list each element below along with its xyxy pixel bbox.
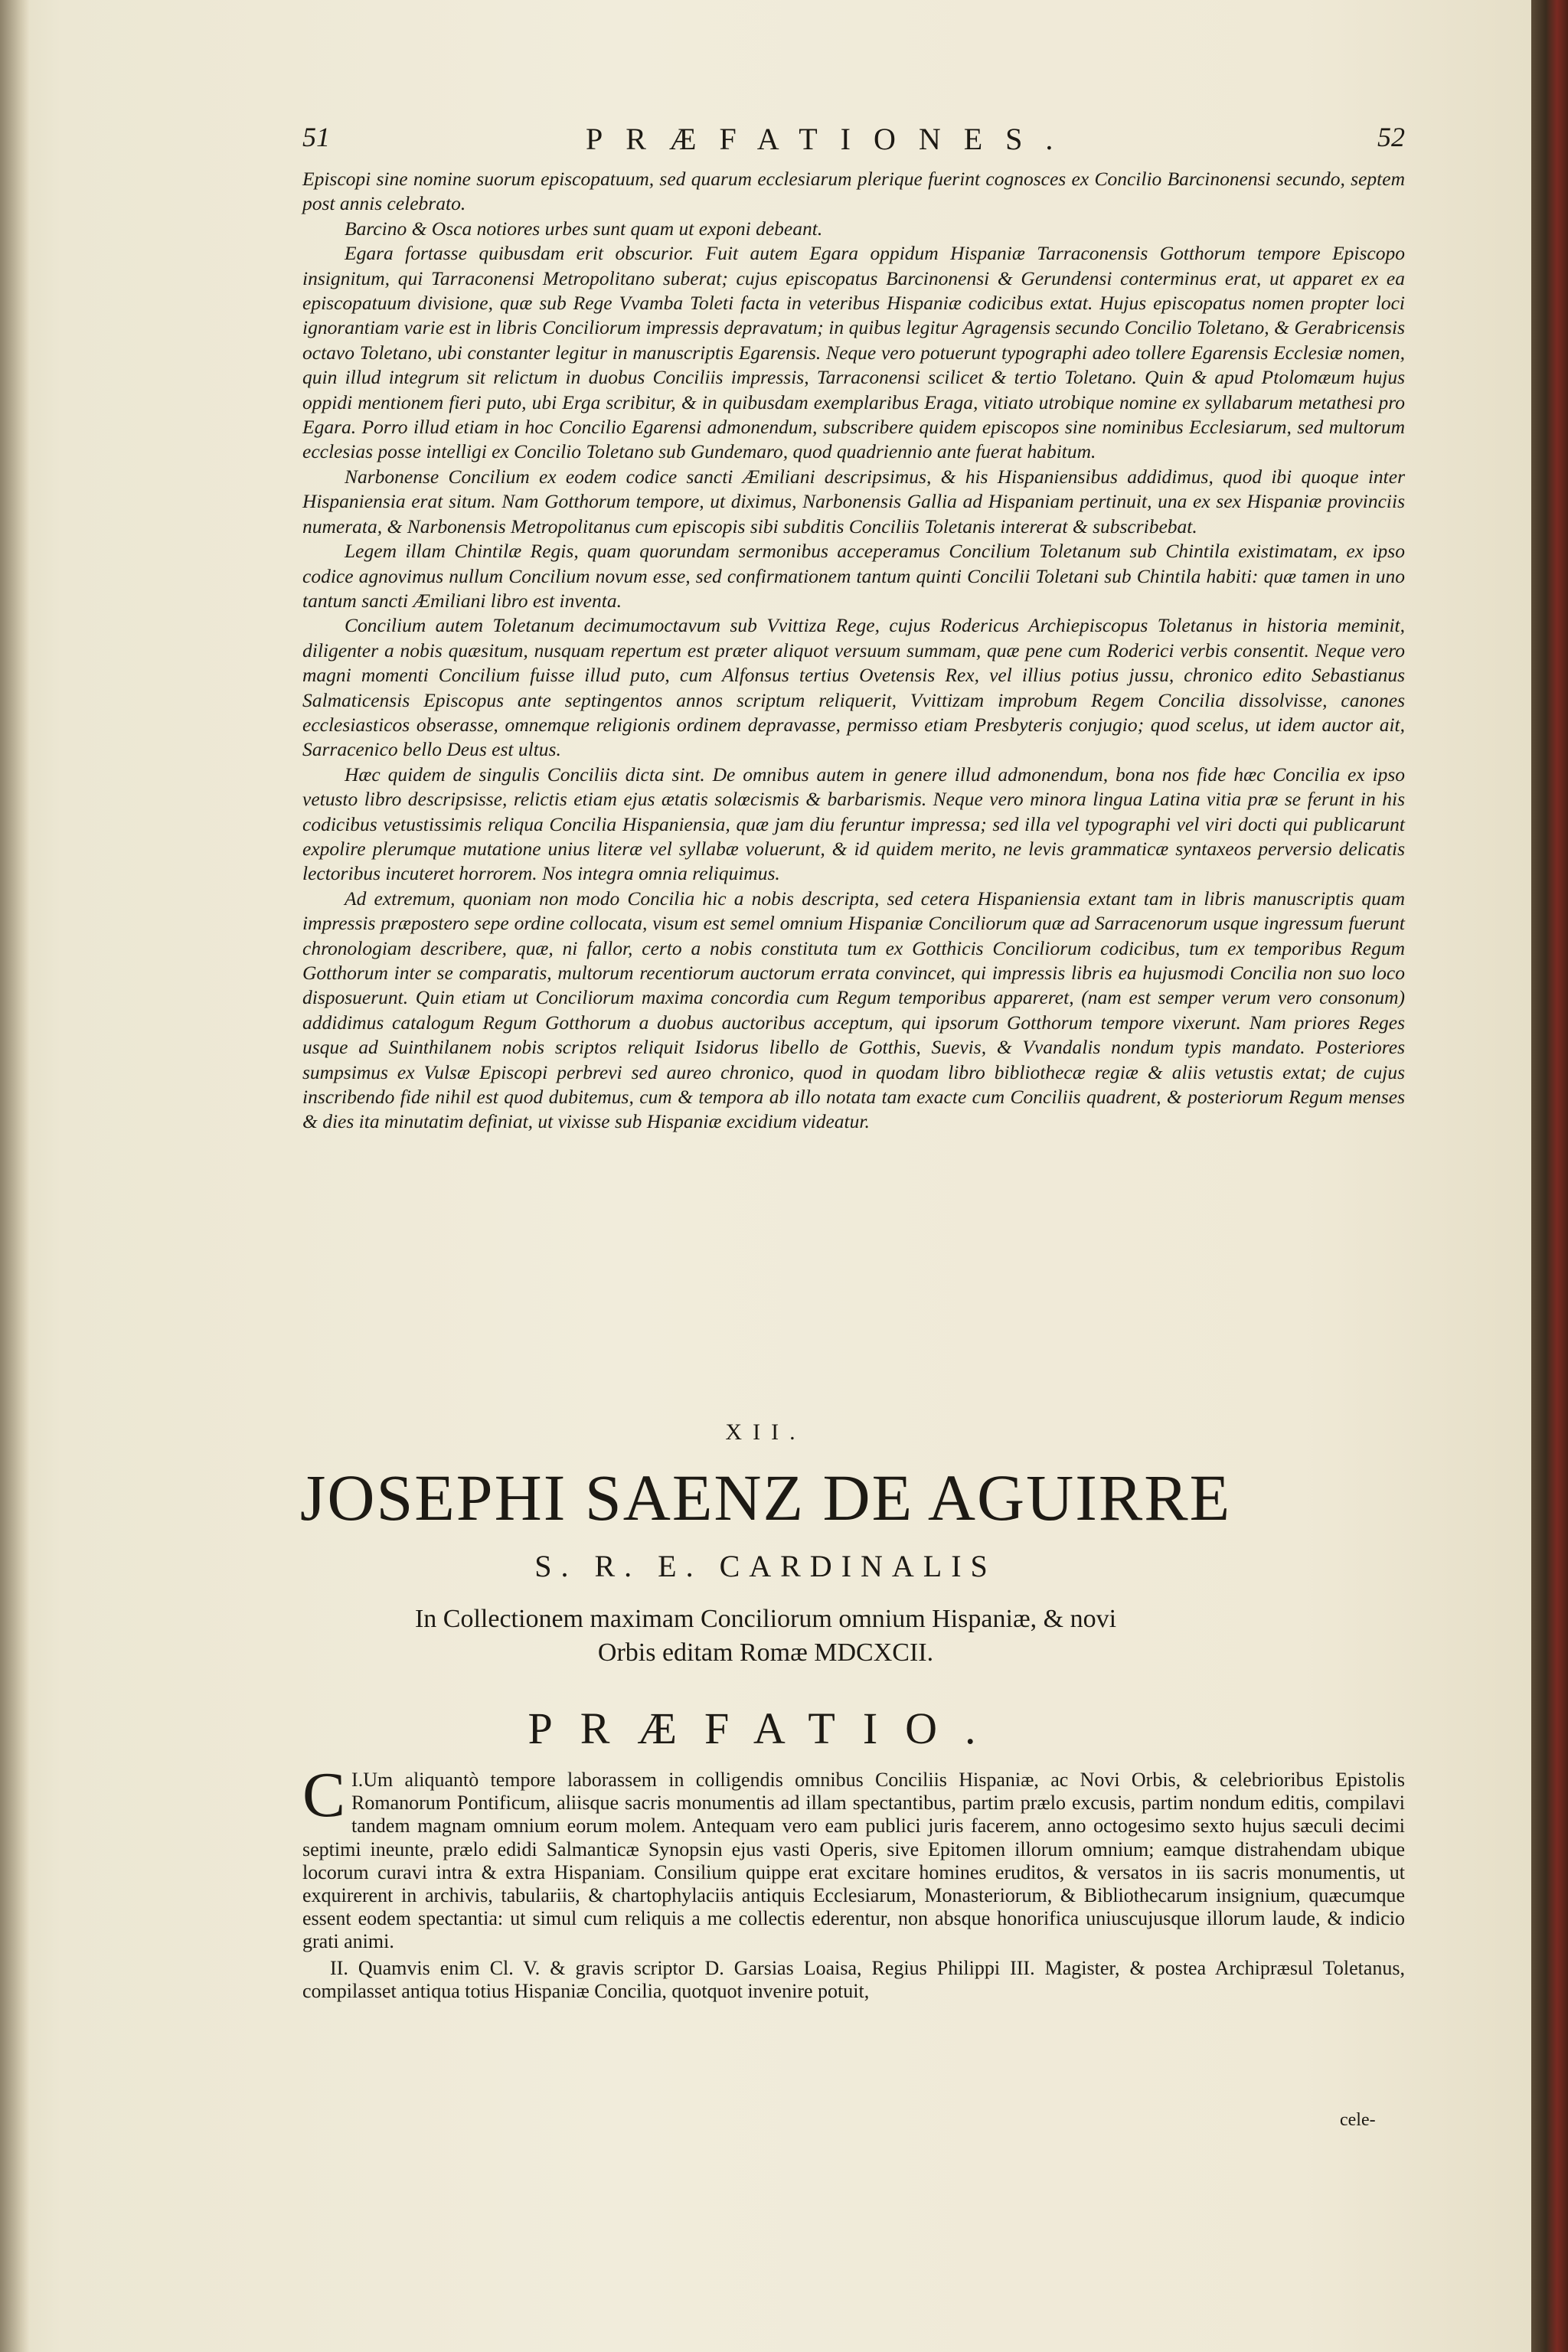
paragraph: Episcopi sine nomine suorum episcopatuum, sed quarum ecclesiarum plerique fuerint cognosces ex Concilio Barcinonensi secundo, septem post annis celebrato. (302, 168, 1405, 215)
book-gutter (0, 0, 29, 2352)
paragraph-number: I. (351, 1769, 364, 1791)
collection-line-1: In Collectionem maximam Conciliorum omnium Hispaniæ, & novi (414, 1605, 1117, 1633)
section-subtitle: S. R. E. CARDINALIS (534, 1549, 997, 1583)
page-number-left: 51 (302, 122, 330, 152)
paragraph-2: II. Quamvis enim Cl. V. & gravis scriptor D. Garsias Loaisa, Regius Philippi III. Magister, & postea Archipræsul Toletanus, compilasset antiqua totius Hispaniæ Concilia, quotquot invenire potuit, (302, 1956, 1405, 2002)
section-number: XII. (725, 1419, 806, 1445)
drop-capital: C (302, 1759, 346, 1831)
collection-line-2: Orbis editam Romæ MDCXCII. (597, 1638, 934, 1667)
paragraph: Hæc quidem de singulis Conciliis dicta sint. De omnibus autem in genere illud admonendum, bona nos fide hæc Concilia ex ipso vetusto libro descripsisse, relictis etiam ejus ætatis solœcismis & barbarismis. Neque vero minora lingua Latina vitia præ se ferunt in his codicibus vetustissimis reliqua Concilia Hispaniensia, quæ jam diu feruntur impressa; sed illa vel typographi vel viri docti qui publicarunt expolire plerumque mutatione unius literæ vel syllabæ voluerunt, & id quidem merito, ne levis grammaticæ syntaxeos perversio delicatis lectoribus incuteret horrorem. Nos integra omnia reliquimus. (302, 763, 1405, 885)
praefatio-heading: PRÆFATIO. (528, 1704, 1004, 1753)
catchword: cele- (1340, 2110, 1376, 2130)
running-title: PRÆFATIONES. (586, 122, 1076, 156)
section-title: JOSEPHI SAENZ DE AGUIRRE (299, 1461, 1232, 1534)
praefatio-body (302, 1759, 1405, 2003)
paragraph: Barcino & Osca notiores urbes sunt quam ut exponi debeant. (345, 217, 823, 240)
paragraph: Legem illam Chintilæ Regis, quam quorundam sermonibus acceperamus Concilium Toletanum sub Chintila existimatam, ex ipso codice agnovimus nullum Concilium novum esse, sed confirmationem tantum quinti Concilii Toletani sub Chintila habiti: quæ tamen in uno tantum sancti Æmiliani libro est inventa. (302, 540, 1405, 612)
book-edge (1531, 0, 1568, 2352)
paragraph-text: Um aliquantò tempore laborassem in colligendis omnibus Conciliis Hispaniæ, ac Novi Orbis, & celebrioribus Epistolis Romanorum Pontificum, aliisque sacris monumentis ad illam spectantibus, partim prælo excusis, partim nondum editis, compilavi tandem magnam omnium eorum molem. Antequam vero eam publici juris facerem, anno octogesimo sexto hujus sæculi decimi septimi ineunte, prælo edidi Salmanticæ Synopsin ejus vasti Operis, sive Epitomen illorum omnium; eamque distrahendam ubique locorum curavi intra & extra Hispaniam. Consilium quippe erat excitare homines eruditos, & versatos in iis sacris monumentis, ut exquirerent in archivis, tabulariis, & chartophylaciis antiquis Ecclesiarum, Monasteriorum, & Bibliothecarum insignium, quæcumque essent eodem spectantia: ut simul cum reliquis a me collectis ederentur, non absque honorifica uniuscujusque illorum laude, & indicio grati animi. (302, 1769, 1405, 1953)
paragraph: Concilium autem Toletanum decimumoctavum sub Vvittiza Rege, cujus Rodericus Archiepiscopus Toletanus in historia meminit, diligenter a nobis quæsitum, nusquam repertum est præter aliquot versuum summam, quæ pene cum Roderici verbis consentit. Neque vero magni momenti Concilium fuisse illud puto, cum Alfonsus tertius Ovetensis Rex, vel illius potius jussu, chronico edito Sebastianus Salmaticensis Episcopus ante septingentos annos scriptum reliquerit, Vvittizam improbum Regem Concilia dissolvisse, canones ecclesiasticos obserasse, omnemque religionis ordinem depravasse, permisso etiam Presbyteris conjugio; quod scelus, ut idem auctor ait, Sarracenico bello Deus est ultus. (302, 614, 1405, 761)
page-number-right: 52 (1377, 122, 1405, 152)
preface-text-block (302, 167, 1405, 1135)
paragraph: Narbonense Concilium ex eodem codice sancti Æmiliani descripsimus, & his Hispaniensibus addidimus, quod ibi quoque inter Hispaniensia erat situm. Nam Gotthorum tempore, ut diximus, Narbonensis Gallia ad Hispaniam pertinuit, una ex sex Hispaniæ provinciis numerata, & Narbonensis Metropolitanus cum episcopis sibi subditis Conciliis Toletanis intererat & subscribebat. (302, 465, 1405, 537)
paragraph: Egara fortasse quibusdam erit obscurior. Fuit autem Egara oppidum Hispaniæ Tarraconensis Gotthorum tempore Episcopo insignitum, qui Tarraconensi Metropolitano suberat; cujus episcopatus Barcinonensi & Gerundensi conterminus erat, ut apparet ex ea episcopatuum divisione, quæ sub Rege Vvamba Toleti facta in veteribus Hispaniæ codicibus extat. Hujus episcopatus nomen propter loci ignorantiam varie est in libris Conciliorum impressis depravatum; in quibus legitur Agragensis secundo Concilio Toletano, & Gerabricensis octavo Toletano, ubi constanter legitur in manuscriptis Egarensis. Neque vero potuerunt typographi adeo tollere Egarensis Ecclesiæ nomen, quin illud integrum sit relictum in duobus Conciliis impressis, Tarraconensi scilicet & tertio Toletano. Quin & apud Ptolomæum hujus oppidi mentionem fieri puto, ubi Erga scribitur, & in quibusdam exemplaribus Eraga, vitiato utrobique nomine ex syllabarum metathesi pro Egara. Porro illud etiam in hoc Concilio Egarensi admonendum, subscribere quidem episcopos sine nominibus Ecclesiarum, sed multorum ecclesias posse intelligi ex Concilio Toletano sub Gundemaro, quod quadriennio ante fuerat habitum. (302, 242, 1405, 463)
paragraph-1 (302, 1759, 1405, 1954)
paragraph: Ad extremum, quoniam non modo Concilia hic a nobis descripta, sed cetera Hispaniensia extant tam in libris manuscriptis quam impressis præpostero sepe ordine collocata, visum est semel omnium Hispaniæ Conciliorum quæ ad Sarracenorum usque ingressum fuerunt chronologiam describere, quæ, ni fallor, certo a nobis constituta tum ex Gotthicis Conciliorum codicibus, tum ex temporibus Regum Gotthorum inter se comparatis, multorum recentiorum auctorum errata convincet, qui impressis libris ea hujusmodi Concilia non suo loco disposuerunt. Quin etiam ut Conciliorum maxima concordia cum Regum temporibus appareret, (nam est semper verum vero consonum) addidimus catalogum Regum Gotthorum a duobus auctoribus acceptum, qui ipsorum Gotthorum tempore vixerunt. Nam priores Reges usque ad Suinthilanem nobis scriptos reliquit Isidorus libello de Gotthis, Suevis, & Vvandalis nondum typis mandato. Posteriores sumpsimus ex Vulsæ Episcopi perbrevi sed aureo chronico, quod in quodam libro bibliothecæ regiæ & aliis vetustis extat; de cujus inscribendo fide nihil est quod dubitemus, cum & tempora ab illo notata tam exacte cum Conciliis quadrent, & posteriorum Regum menses & dies ita minutatim definiat, ut vixisse sub Hispaniæ excidium videatur. (302, 887, 1405, 1133)
running-header (302, 121, 1405, 159)
